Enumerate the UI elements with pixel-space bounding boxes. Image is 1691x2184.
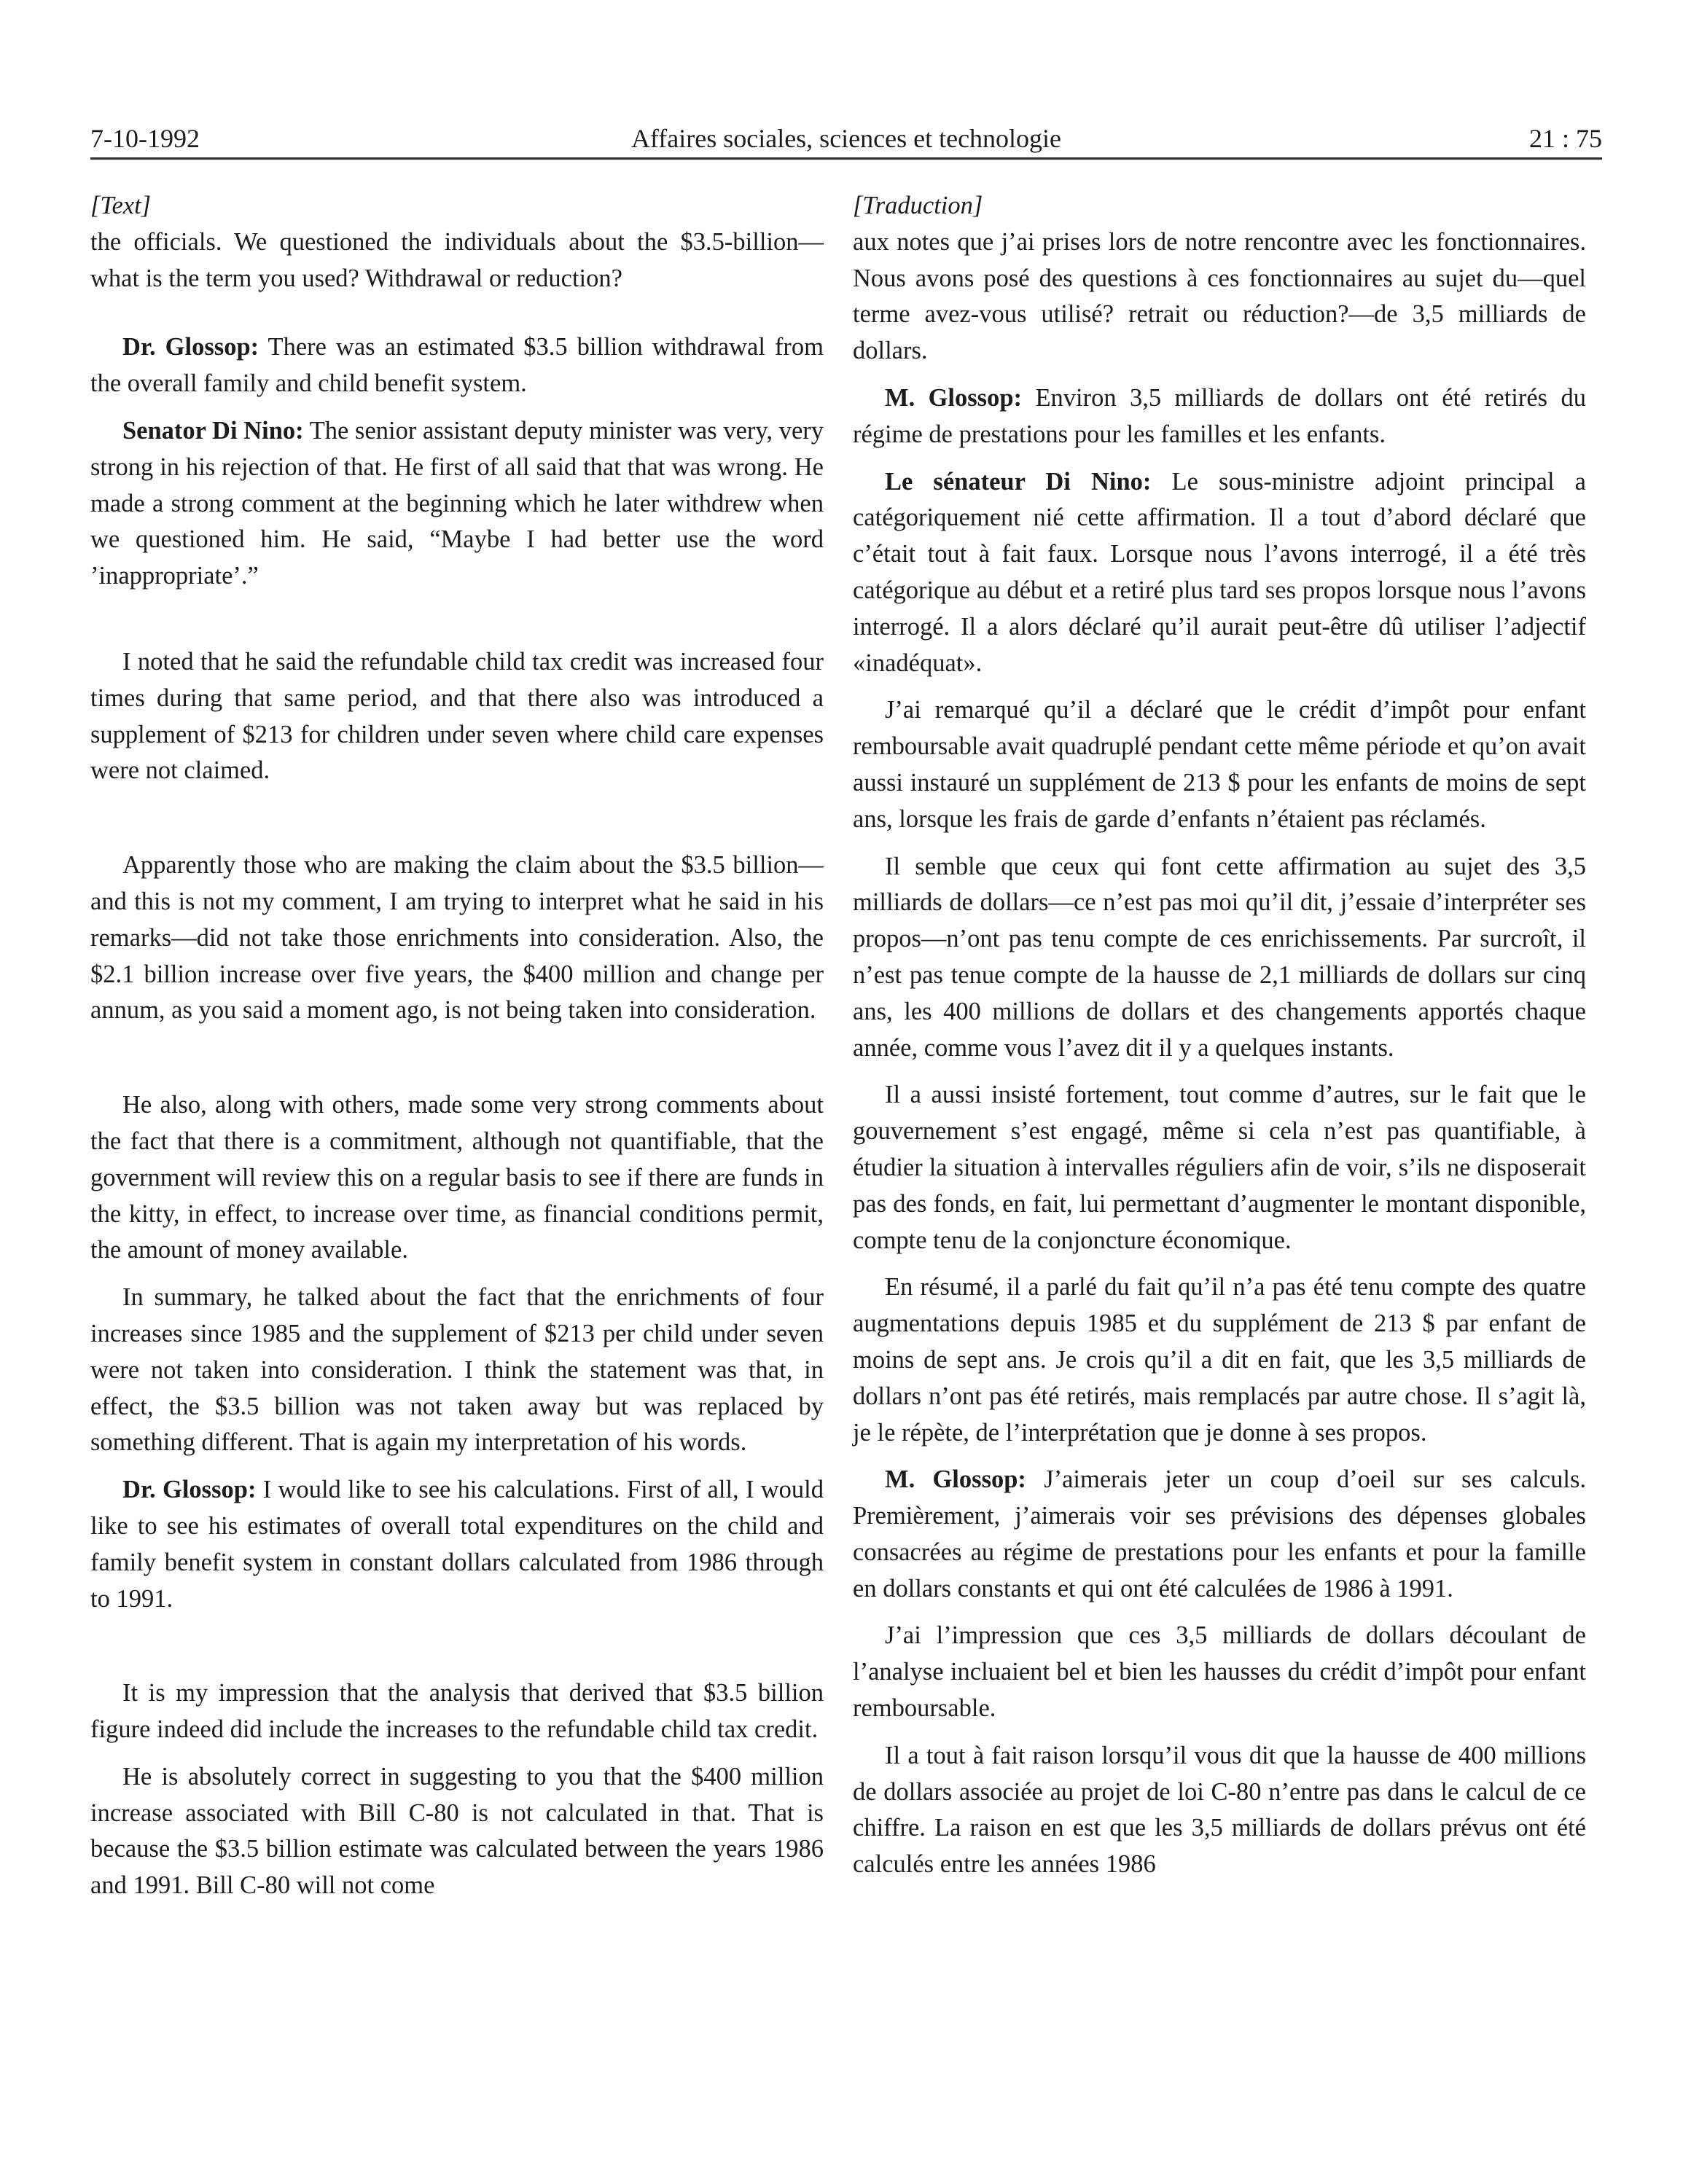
english-paragraph-7: Dr. Glossop: I would like to see his calculations. First of all, I would like to see his estimates of overall total expenditures on the child and family benefit system in constant dollars calculated from 1986 through to 1991.: [90, 1476, 824, 1613]
english-paragraph-4: Apparently those who are making the claim about the $3.5 billion—and this is not my comment, I am trying to interpret what he said in his remarks—did not take those enrichments into consideration. Also, the $2.1 billion increase over five years, the $400 million and change per annum, as you said a moment ago, is not being taken into consideration.: [90, 851, 824, 1025]
english-column: [90, 188, 824, 1904]
speaker-name: M. Glossop:: [885, 1465, 1026, 1494]
english-paragraph-9: He is absolutely correct in suggesting to you that the $400 million increase associated with Bill C-80 is not calculated in that. That is because the $3.5 billion estimate was calculated between the years 1986 and 1991. Bill C-80 will not come: [90, 1762, 824, 1900]
english-paragraph-5: He also, along with others, made some very strong comments about the fact that there is a commitment, although not quantifiable, that the government will review this on a regular basis to see if there are funds in the kitty, in effect, to increase over time, as financial conditions permit, the amount of money available.: [90, 1091, 824, 1264]
english-label: [Text]: [90, 192, 152, 219]
speaker-name: Dr. Glossop:: [122, 333, 259, 361]
english-paragraph-2: Senator Di Nino: The senior assistant deputy minister was very, very strong in his rejection of that. He first of all said that that was wrong. He made a strong comment at the beginning which he later withdrew when we questioned him. He said, “Maybe I had better use the word ’inappropriate’.”: [90, 416, 824, 590]
french-paragraph-9: Il a tout à fait raison lorsqu’il vous dit que la hausse de 400 millions de dollars associée au projet de loi C-80 n’entre pas dans le calcul de ce chiffre. La raison en est que les 3,5 milliards de dollars prévus ont été calculés entre les années 1986: [853, 1741, 1586, 1879]
english-paragraph-3: I noted that he said the refundable child tax credit was increased four times during that same period, and that there also was introduced a supplement of $213 for children under seven where child care expenses were not claimed.: [90, 647, 824, 785]
french-column: [853, 188, 1586, 1883]
french-paragraph-6: En résumé, il a parlé du fait qu’il n’a pas été tenu compte des quatre augmentations depuis 1985 et du supplément de 213 $ par enfant de moins de sept ans. Je crois qu’il a dit en fait, que les 3,5 milliards de dollars n’ont pas été retirés, mais remplacés par autre chose. Il s’agit là, je le répète, de l’interprétation que je donne à ses propos.: [853, 1273, 1586, 1447]
french-paragraph-2: Le sénateur Di Nino: Le sous-ministre adjoint principal a catégoriquement nié cette affirmation. Il a tout d’abord déclaré que c’était tout à fait faux. Lorsque nous l’avons interrogé, il a été très catégorique au début et a retiré plus tard ses propos lorsque nous l’avons interrogé. Il a alors déclaré qu’il aurait peut-être dû utiliser l’adjectif «inadéquat».: [853, 467, 1586, 677]
speaker-name: Le sénateur Di Nino:: [885, 467, 1152, 496]
french-paragraph-5: Il a aussi insisté fortement, tout comme d’autres, sur le fait que le gouvernement s’est engagé, même si cela n’est pas quantifiable, à étudier la situation à intervalles réguliers afin de voir, s’ils ne disposerait pas des fonds, en fait, lui permettant d’augmenter le montant disponible, compte tenu de la conjoncture économique.: [853, 1081, 1586, 1254]
english-paragraph-6: In summary, he talked about the fact that the enrichments of four increases since 1985 and the supplement of $213 per child under seven were not taken into consideration. I think the statement was that, in effect, the $3.5 billion was not taken away but was replaced by something different. That is again my interpretation of his words.: [90, 1283, 824, 1457]
french-paragraph-1: M. Glossop: Environ 3,5 milliards de dollars ont été retirés du régime de prestations pour les familles et les enfants.: [853, 383, 1587, 448]
french-paragraph-4: Il semble que ceux qui font cette affirmation au sujet des 3,5 milliards de dollars—ce n’est pas moi qu’il dit, j’essaie d’interpréter ses propos—n’ont pas tenu compte de ces enrichissements. Par surcroît, il n’est pas tenue compte de la hausse de 2,1 milliards de dollars sur cinq ans, les 400 millions de dollars et des changements apportés chaque année, comme vous l’avez dit il y a quelques instants.: [853, 852, 1586, 1062]
french-paragraph-3: J’ai remarqué qu’il a déclaré que le crédit d’impôt pour enfant remboursable avait quadruplé pendant cette même période et qu’on avait aussi instauré un supplément de 213 $ pour les enfants de moins de sept ans, lorsque les frais de garde d’enfants n’étaient pas réclamés.: [853, 696, 1586, 833]
speaker-name: Senator Di Nino:: [122, 416, 304, 445]
speaker-name: Dr. Glossop:: [122, 1476, 257, 1504]
header-title: Affaires sociales, sciences et technologie: [630, 124, 1062, 153]
french-paragraph-0: aux notes que j’ai prises lors de notre rencontre avec les fonctionnaires. Nous avons posé des questions à ces fonctionnaires au sujet du—quel terme avez-vous utilisé? retrait ou réduction?—de 3,5 milliards de dollars.: [853, 227, 1586, 365]
header-date: 7-10-1992: [90, 124, 200, 153]
header-page-number: 21 : 75: [1528, 124, 1602, 153]
french-label: [Traduction]: [853, 192, 983, 219]
english-paragraph-1: Dr. Glossop: There was an estimated $3.5 billion withdrawal from the overall family and child benefit system.: [90, 333, 824, 398]
english-paragraph-8: It is my impression that the analysis that derived that $3.5 billion figure indeed did include the increases to the refundable child tax credit.: [90, 1679, 824, 1744]
french-paragraph-7: M. Glossop: J’aimerais jeter un coup d’oeil sur ses calculs. Premièrement, j’aimerais voir ses prévisions des dépenses globales consacrées au régime de prestations pour les enfants et pour la famille en dollars constants et qui ont été calculées de 1986 à 1991.: [853, 1465, 1586, 1602]
page-header: [90, 120, 1602, 160]
english-paragraph-0: the officials. We questioned the individuals about the $3.5-billion— what is the term you used? Withdrawal or reduction?: [90, 227, 824, 292]
french-paragraph-8: J’ai l’impression que ces 3,5 milliards de dollars découlant de l’analyse incluaient bel et bien les hausses du crédit d’impôt pour enfant remboursable.: [853, 1621, 1586, 1723]
speaker-name: M. Glossop:: [885, 383, 1023, 412]
